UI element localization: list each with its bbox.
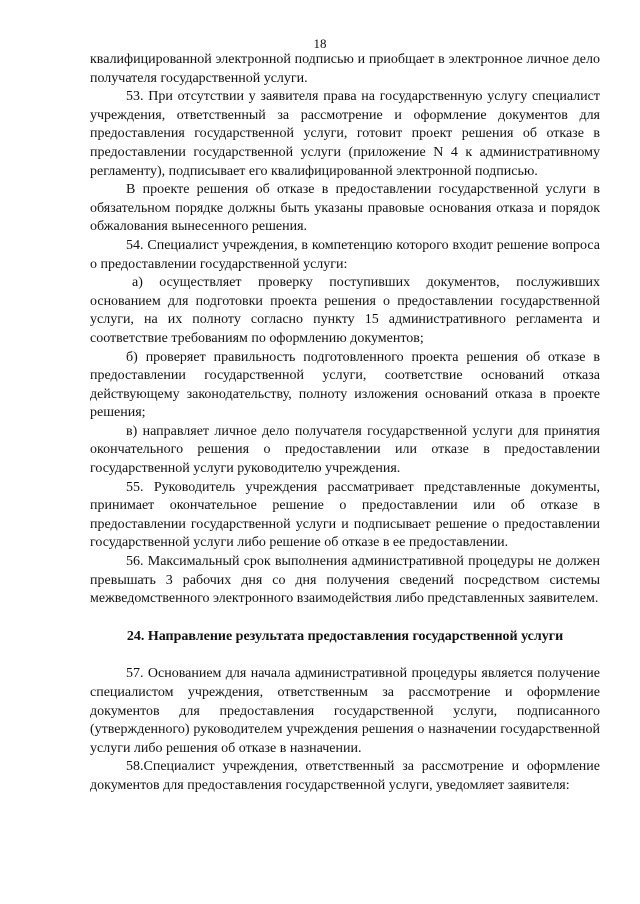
paragraph-53-refusal-details: В проекте решения об отказе в предоставлении государственной услуги в обязательном порядке должны быть указаны правовые основания отказа и порядок обжалования вынесенного решения. [90, 182, 600, 235]
paragraph-54-a: а) осуществляет проверку поступивших документов, послуживших основанием для подготовки проекта решения о предоставлении государственной услуги, на их полноту согласно пункту 15 административного регламента и соответствие требованиям по оформлению документов; [90, 275, 600, 346]
document-body [90, 51, 600, 796]
paragraph-53: 53. При отсутствии у заявителя права на государственную услугу специалист учреждения, ответственный за рассмотрение и оформление документов для предоставления государственной услуги, готовит проект решения об отказе в предоставлении государственной услуги (приложение N 4 к административному регламенту), подписывает его квалифицированной электронной подписью. [90, 89, 600, 179]
paragraph-54-v: в) направляет личное дело получателя государственной услуги для принятия окончательного решения о предоставлении или отказе в предоставлении государственной услуги руководителю учреждения. [90, 423, 600, 477]
paragraph-57: 57. Основанием для начала административной процедуры является получение специалистом учреждения, ответственным за рассмотрение и оформление документов для предоставления государственной услуги, подписанного (утвержденного) руководителем учреждения решения о назначении государственной услуги либо решения об отказе в назначении. [90, 666, 600, 756]
paragraph-group-bottom [90, 665, 600, 795]
paragraph-56: 56. Максимальный срок выполнения административной процедуры не должен превышать 3 рабочих дня со дня получения сведений посредством системы межведомственного электронного взаимодействия либо представленных заявителем. [90, 554, 600, 607]
paragraph-54: 54. Специалист учреждения, в компетенцию которого входит решение вопроса о предоставлении государственной услуги: [90, 237, 600, 272]
paragraph-55: 55. Руководитель учреждения рассматривает представленные документы, принимает окончательное решение о предоставлении или об отказе в предоставлении государственной услуги и подписывает решение о предоставлении государственной услуги либо решение об отказе в ее предоставлении. [90, 479, 600, 551]
paragraph-54-b: б) проверяет правильность подготовленного проекта решения об отказе в предоставлении государственной услуги, соответствие оснований отказа действующему законодательству, полноту изложения оснований отказа в проекте решения; [90, 349, 600, 421]
paragraph-group-top [90, 51, 600, 609]
section-heading: 24. Направление результата предоставления государственной услуги [126, 628, 564, 644]
page-number: 18 [313, 36, 327, 51]
paragraph-58: 58.Специалист учреждения, ответственный за рассмотрение и оформление документов для предоставления государственной услуги, уведомляет заявителя: [90, 759, 600, 793]
paragraph-continuation: квалифицированной электронной подписью и приобщает в электронное личное дело получателя государственной услуги. [90, 52, 600, 86]
